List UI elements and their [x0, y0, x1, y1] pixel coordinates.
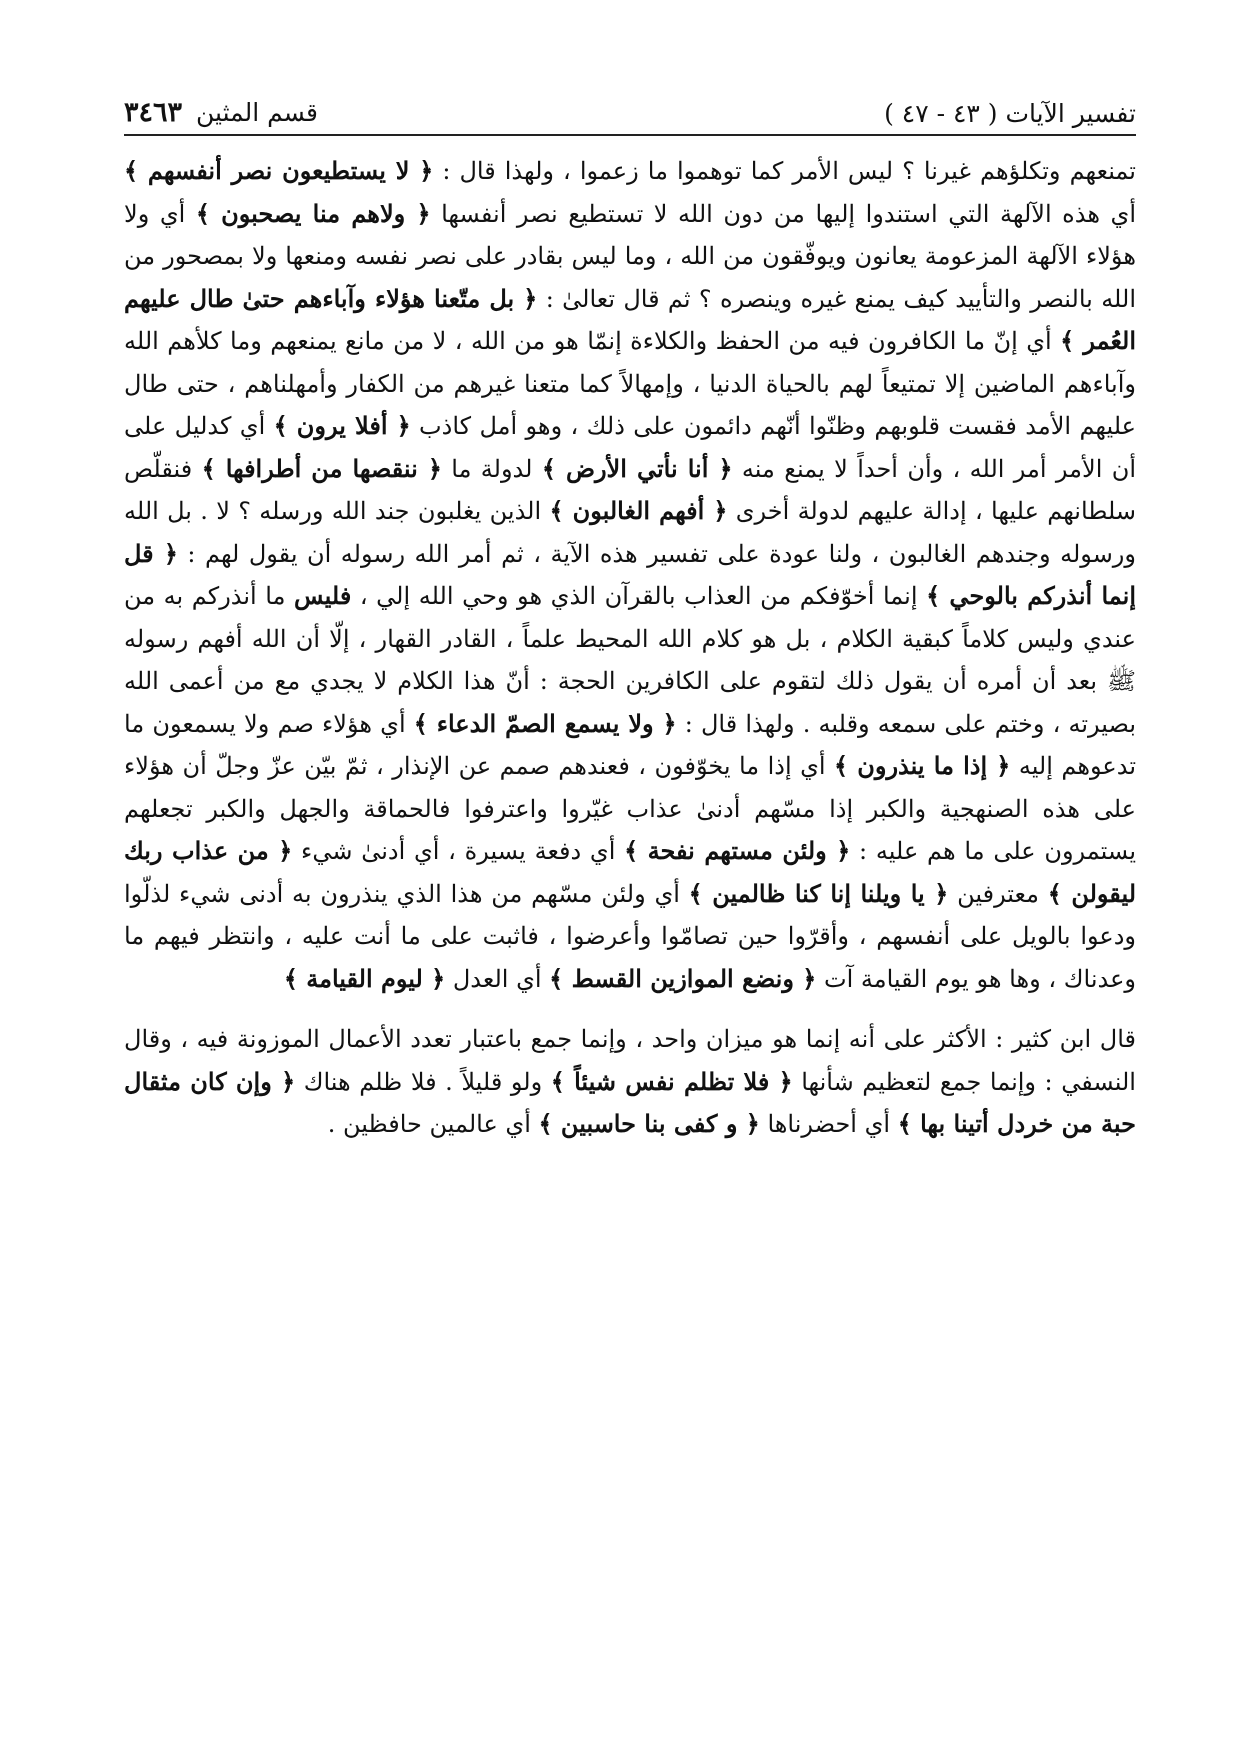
text-run: أي ولا هؤلاء الآلهة المزعومة يعانون ويوفّقون من الله ، وما ليس بقادر على نصر نفسه ومنعها ولا بمصحور من الله بالنصر والتأييد كيف يمنع غيره وينصره ؟ ثم قال تعالىٰ :	[124, 199, 1136, 313]
quran-quote: ﴿ أنا نأتي الأرض ﴾	[541, 453, 733, 483]
paragraph-2	[124, 1018, 1136, 1146]
quran-quote: ﴿ أفهم الغالبون ﴾	[549, 496, 728, 525]
header-right	[884, 99, 1136, 128]
text-run: أي أحضرناها	[759, 1110, 898, 1138]
quran-quote: ﴿ ننقصها من أطرافها ﴾	[201, 453, 442, 483]
text-run: أي إنّ ما الكافرون فيه من الحفظ والكلاءة إنمّا هو من الله ، لا من مانع يمنعهم وما كلأهم الله وآباءهم الماضين إلا تمتيعاً لهم بالحياة الدنيا ، وإمهالاً كما متعنا غيرهم من الكفار وأمهلناهم ، حتى طال عليهم الأمد فقست قلوبهم وظنّوا أنّهم دائمون على ذلك ، وهو أمل كاذب	[124, 327, 1136, 440]
quran-quote: ﴿ لا يستطيعون نصر أنفسهم ﴾	[124, 156, 434, 185]
section-title: تفسير الآيات ( ٤٣ - ٤٧ )	[884, 99, 1136, 128]
quran-quote: ﴿ إذا ما ينذرون ﴾	[834, 751, 1011, 780]
quran-quote: ﴿ ولا يسمع الصمّ الدعاء ﴾	[413, 708, 677, 738]
body-text	[124, 150, 1136, 1146]
text-run: لدولة ما	[441, 454, 542, 483]
quran-quote: ﴿ بل متّعنا هؤلاء وآباءهم حتىٰ طال عليهم العُمر ﴾	[124, 283, 1137, 355]
quran-quote: ﴿ من عذاب ربك ليقولن ﴾	[124, 836, 1137, 908]
text-run: ما أنذركم به من عندي وليس كلاماً كبقية الكلام ، بل هو كلام الله المحيط علماً ، القادر القهار ، إلّا أن الله أفهم رسوله ﷺ بعد أن أمره أن يقول ذلك لتقوم على الكافرين الحجة : أنّ هذا الكلام لا يجدي مع من أعمى الله بصيرته ، وختم على سمعه وقلبه . ولهذا قال :	[124, 582, 1136, 738]
page	[124, 80, 1136, 1700]
quran-quote: ﴿ يا ويلنا إنا كنا ظالمين ﴾	[688, 878, 949, 908]
text-run: أي العدل	[445, 964, 550, 993]
text-run: ولو قليلاً . فلا ظلم هناك	[295, 1067, 551, 1096]
quran-quote: فليس	[294, 581, 352, 610]
text-run: أي هؤلاء صم ولا يسمعون ما تدعوهم إليه	[124, 709, 1136, 780]
text-run: أي هذه الآلهة التي استندوا إليها من دون الله لا تستطيع نصر أنفسها	[430, 199, 1136, 228]
text-run: معترفين	[948, 879, 1048, 908]
paragraph-1	[124, 150, 1136, 1000]
quran-quote: ﴿ فلا تظلم نفس شيئاً ﴾	[550, 1066, 793, 1096]
text-run: قال ابن كثير : الأكثر على أنه إنما هو ميزان واحد ، وإنما جمع باعتبار تعدد الأعمال الموزونة فيه ، وقال النسفي : وإنما جمع لتعظيم شأنها	[124, 1025, 1136, 1096]
quran-quote: ﴿ أفلا يرون ﴾	[273, 411, 411, 440]
quran-quote: ﴿ ونضع الموازين القسط ﴾	[549, 963, 817, 993]
text-run: أي كدليل على أن الأمر أمر الله ، وأن أحداً لا يمنع منه	[124, 412, 1137, 483]
quran-quote: ﴿ قل إنما أنذركم بالوحي ﴾	[124, 538, 1137, 610]
text-run: أي دفعة يسيرة ، أي أدنىٰ شيء	[292, 837, 625, 865]
book-part: قسم المثين	[196, 98, 318, 127]
text-run: أي ولئن مسّهم من هذا الذي ينذرون به أدنى شيء لذلّوا ودعوا بالويل على أنفسهم ، وأقرّوا حين تصامّوا وأعرضوا ، فاثبت على ما أنت عليه ، وانتظر فيهم ما وعدناك ، وها هو يوم القيامة آت	[124, 879, 1136, 993]
text-run: أي إذا ما يخوّفون ، فعندهم صمم عن الإنذار ، ثمّ بيّن عزّ وجلّ أن هؤلاء على هذه الصنهجية والكبر إذا مسّهم أدنىٰ عذاب غيّروا واعترفوا فالحماقة والجهل والكبر تجعلهم يستمرون على ما هم عليه :	[124, 752, 1137, 865]
quran-quote: ﴿ ولاهم منا يصحبون ﴾	[195, 198, 431, 228]
text-run: الذين يغلبون جند الله ورسله ؟ لا . بل الله ورسوله وجندهم الغالبون ، ولنا عودة على تفسير هذه الآية ، ثم أمر الله رسوله أن يقول لهم :	[124, 497, 1136, 568]
quran-quote: ﴿ و كفى بنا حاسبين ﴾	[538, 1109, 760, 1138]
page-header	[124, 80, 1136, 136]
text-run: أي عالمين حافظين .	[327, 1110, 539, 1138]
quran-quote: ﴿ ليوم القيامة ﴾	[283, 963, 446, 993]
text-run: إنما أخوّفكم من العذاب بالقرآن الذي هو وحي الله إلي ،	[351, 582, 927, 610]
header-left	[124, 97, 318, 128]
page-number: ٣٤٦٣	[124, 97, 183, 128]
text-run: تمنعهم وتكلؤهم غيرنا ؟ ليس الأمر كما توهموا ما زعموا ، ولهذا قال :	[433, 157, 1136, 185]
quran-quote: ﴿ وإن كان مثقال حبة من خردل أتينا بها ﴾	[124, 1066, 1136, 1138]
text-run: فنقلّص سلطانهم عليها ، إدالة عليهم لدولة أخرى	[124, 454, 1136, 525]
quran-quote: ﴿ ولئن مستهم نفحة ﴾	[624, 836, 851, 865]
